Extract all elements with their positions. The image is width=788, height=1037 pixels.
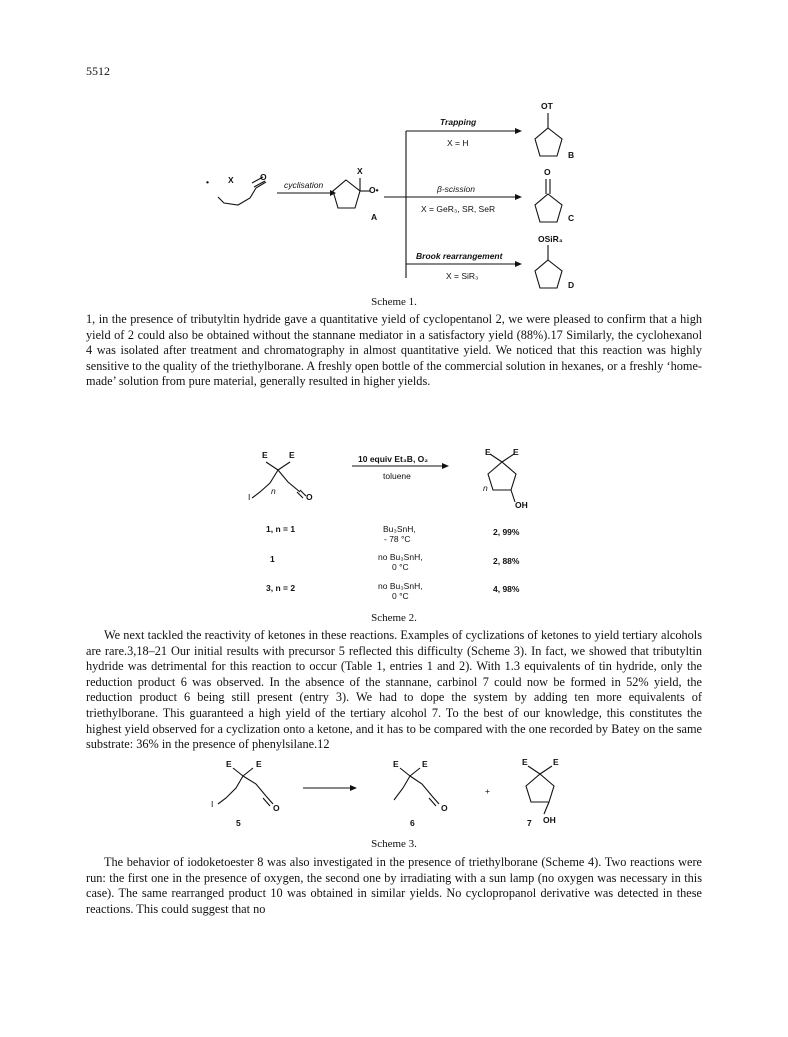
paragraph-3 [86, 855, 702, 917]
s3-6-e-left: E [393, 759, 399, 769]
trapping-condition: X = H [447, 138, 469, 148]
s2-row1-substrate: 1, n = 1 [266, 524, 296, 534]
s2-o: O [306, 492, 313, 502]
s2-product-e-left: E [485, 447, 491, 457]
s2-row1-product: 2, 99% [493, 527, 520, 537]
s2-row3-cond1: no Bu₃SnH, [378, 581, 423, 591]
scheme-3-caption: Scheme 3. [371, 838, 417, 850]
s2-e-right: E [289, 450, 295, 460]
s3-5-o: O [273, 803, 280, 813]
s2-row2-cond1: no Bu₃SnH, [378, 552, 423, 562]
beta-scission-label: β-scission [437, 184, 475, 194]
s2-row2-cond2: 0 °C [392, 562, 409, 572]
paragraph-2-text: We next tackled the reactivity of ketones in these reactions. Examples of cyclizations of ketones to yield tertiary alcohols are rare.3,18–21 Our initial results with precursor 5 reflected this difficulty (Scheme 3). In fact, we showed that tributyltin hydride was detrimental for this reaction to occur (Table 1, entries 1 and 2). With 1.3 equivalents of tin hydride, only the reduction product 6 was observed. In the absence of the stannane, carbinol 7 could now be formed in 52% yield, the reduction product 6 being still present (entry 3). We had to dope the system by adding ten more equivalents of triethylborane. This guaranteed a high yield of the tertiary alcohol 7. To the best of our knowledge, this constitutes the highest yield observed for a cyclization onto a ketone, and it has to be compared with the one recorded by Batey on the same substrate: 36% in the presence of phenylsilane.12 [86, 628, 702, 752]
label-c: C [568, 213, 575, 223]
s2-n: n [271, 486, 276, 496]
s2-iodo: I [248, 492, 251, 502]
s3-7-oh: OH [543, 815, 556, 825]
product-b-ring [535, 128, 562, 156]
s3-6-e-right: E [422, 759, 428, 769]
s2-row3-substrate: 3, n = 2 [266, 583, 296, 593]
s2-row2-substrate: 1 [270, 554, 275, 564]
s2-row3-product: 4, 98% [493, 584, 520, 594]
scheme-2-product-ring [488, 462, 516, 490]
s3-5-e-right: E [256, 759, 262, 769]
cyclisation-label: cyclisation [284, 180, 324, 190]
s2-row3-cond2: 0 °C [392, 591, 409, 601]
intermediate-x: X [357, 166, 363, 176]
s3-7-e-right: E [553, 757, 559, 767]
product-c-ring [535, 194, 562, 222]
compound-7-ring [526, 774, 554, 802]
scheme-2-caption: Scheme 2. [371, 612, 417, 624]
s2-e-left: E [262, 450, 268, 460]
s2-product-oh: OH [515, 500, 528, 510]
label-a: A [371, 212, 378, 222]
scheme-1-caption: Scheme 1. [371, 296, 417, 308]
s2-row1-cond2: - 78 °C [384, 534, 411, 544]
s2-product-e-right: E [513, 447, 519, 457]
s3-label-7: 7 [527, 818, 532, 828]
paragraph-1 [86, 312, 702, 390]
s2-reagent: 10 equiv Et₃B, O₂ [358, 454, 429, 464]
s3-6-o: O [441, 803, 448, 813]
s2-row2-product: 2, 88% [493, 556, 520, 566]
product-d-substituent: OSiR₃ [538, 234, 563, 244]
page-number: 5512 [86, 64, 110, 78]
s2-product-n: n [483, 483, 488, 493]
s3-5-iodo: I [211, 799, 214, 809]
beta-condition: X = GeR₃, SR, SeR [421, 204, 496, 214]
sm-chain [218, 182, 266, 205]
paragraph-1-text: 1, in the presence of tributyltin hydride gave a quantitative yield of cyclopentanol 2, we were pleased to confirm that a high yield of 2 could also be obtained without the stannane mediator in a satisfactory yield (88%).17 Similarly, the cyclohexanol 4 was isolated after treatment and chromatography in almost quantitative yield. We noticed that this reaction was highly sensitive to the quality of the triethylborane. A freshly open bottle of the commercial solution in hexanes, or a freshly ‘home-made’ solution from pure material, generally resulted in higher yields. [86, 312, 702, 389]
s2-solvent: toluene [383, 471, 411, 481]
brook-label: Brook rearrangement [416, 251, 503, 261]
paragraph-3-text: The behavior of iodoketoester 8 was also investigated in the presence of triethylborane (Scheme 4). Two reactions were run: the first one in the presence of oxygen, the second one by irradiating with a sun lamp (no oxygen was necessary in this case). The same rearranged product 10 was obtained in similar yields. No cyclopropanol derivative was detected in these reactions. This could suggest that no [86, 855, 702, 916]
product-b-substituent: OT [541, 101, 553, 111]
sm-o-label: O [260, 172, 267, 182]
scheme-1-drawing [0, 0, 788, 300]
s3-label-5: 5 [236, 818, 241, 828]
trapping-label: Trapping [440, 117, 477, 127]
s3-plus: + [485, 786, 490, 796]
product-c-substituent: O [544, 167, 551, 177]
s3-7-e-left: E [522, 757, 528, 767]
s3-label-6: 6 [410, 818, 415, 828]
intermediate-o: O• [369, 185, 379, 195]
sm-radical-dot: • [206, 177, 209, 187]
s2-row1-cond1: Bu₃SnH, [383, 524, 416, 534]
sm-x-label: X [228, 175, 234, 185]
paragraph-2 [86, 628, 702, 753]
label-b: B [568, 150, 575, 160]
s3-5-e-left: E [226, 759, 232, 769]
label-d: D [568, 280, 575, 290]
product-d-ring [535, 260, 562, 288]
intermediate-a-ring [333, 180, 360, 208]
brook-condition: X = SiR₃ [446, 271, 479, 281]
